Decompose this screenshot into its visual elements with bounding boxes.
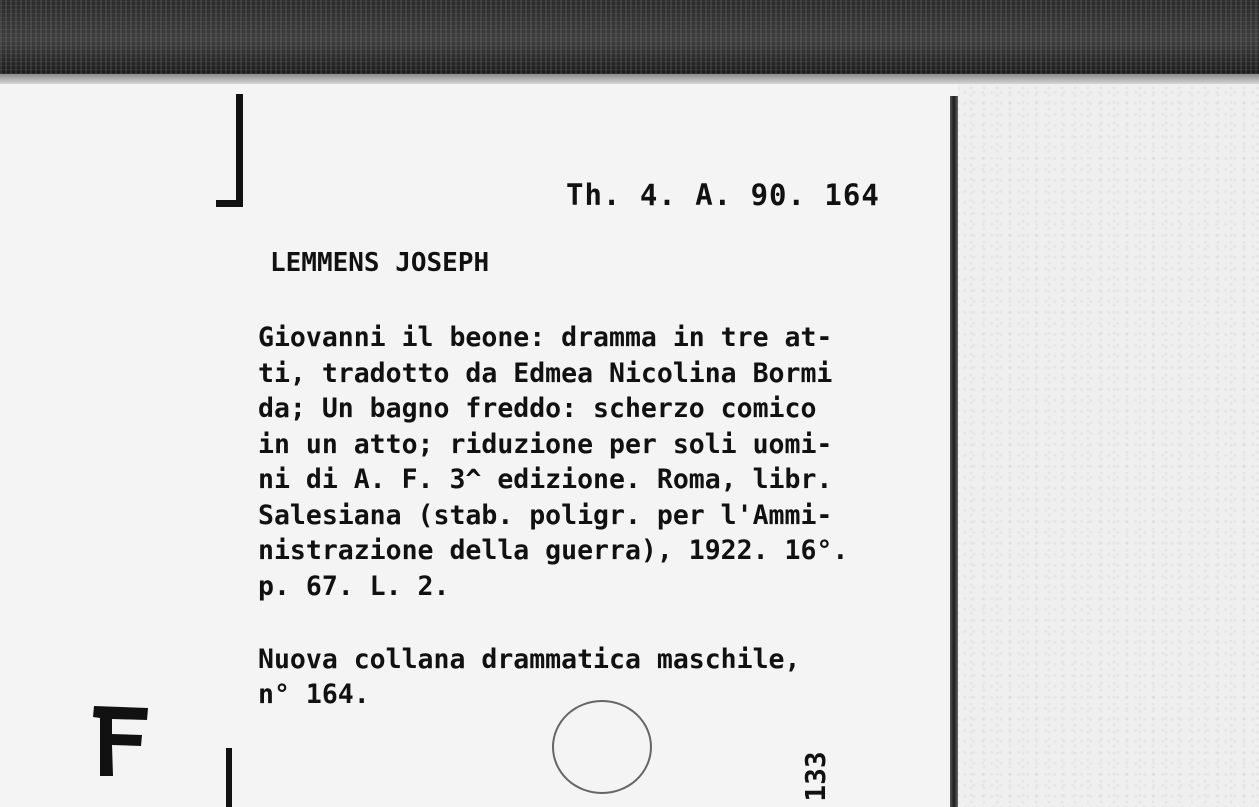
description-line: ni di A. F. 3^ edizione. Roma, libr.: [258, 464, 833, 495]
description-line: in un atto; riduzione per soli uomi-: [258, 428, 833, 460]
series-line: Nuova collana drammatica maschile,: [258, 644, 801, 675]
card-number: 133: [798, 751, 832, 802]
shelfmark: Th. 4. A. 90. 164: [566, 178, 880, 212]
f-stamp-mark: [90, 700, 152, 780]
punch-hole: [552, 700, 652, 794]
corner-bracket: [236, 94, 243, 206]
description-line: ti, tradotto da Edmea Nicolina Bormi: [258, 357, 833, 389]
bibliographic-description: [258, 320, 946, 604]
top-band-edge: [0, 74, 1259, 84]
card-right-border: [950, 96, 958, 807]
description-line: p. 67. L. 2.: [258, 570, 450, 602]
description-line: nistrazione della guerra), 1922. 16°.: [258, 535, 849, 566]
description-line: Giovanni il beone: dramma in tre at-: [258, 322, 833, 353]
top-dark-band: [0, 0, 1259, 74]
series-line: n° 164.: [258, 679, 370, 710]
description-line: da; Un bagno freddo: scherzo comico: [258, 393, 817, 424]
description-line: Salesiana (stab. poligr. per l'Ammi-: [258, 499, 833, 531]
author-heading: LEMMENS JOSEPH: [270, 248, 490, 278]
corner-bracket-foot: [216, 200, 243, 207]
bottom-margin-mark: [226, 748, 232, 807]
